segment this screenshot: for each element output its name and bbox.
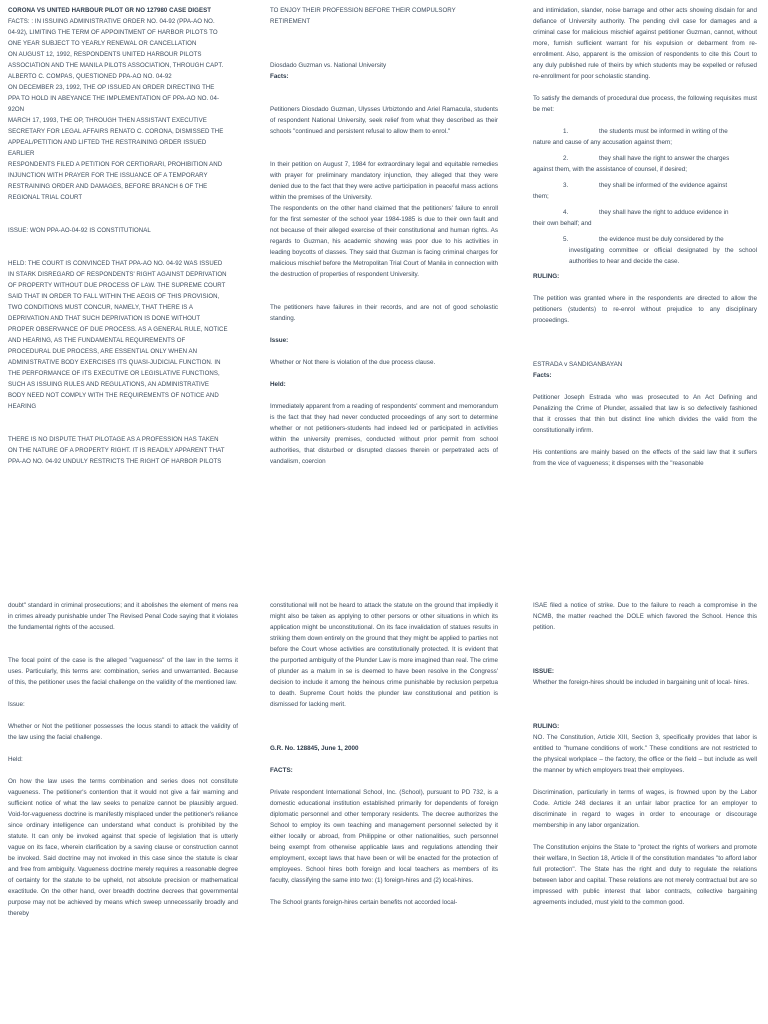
case-title-guzman: Diosdado Guzman vs. National University: [270, 62, 387, 69]
section-label: Issue:: [270, 337, 289, 344]
facts-line: FACTS: : IN ISSUING ADMINISTRATIVE ORDER NO. 04-92 (PPA-AO NO.: [8, 18, 215, 25]
requisite-number: 5.: [563, 236, 569, 243]
facts-line: APPEAL/PETITION AND LIFTED THE RESTRAINING ORDER ISSUED: [8, 139, 207, 146]
held-line: HEARING: [8, 403, 37, 410]
requisite-text: their own behalf; and: [533, 220, 592, 227]
paragraph: constitutional will not be heard to attack the statute on the ground that impliedly it might also be taken as applying to other persons or other situations in which its application might be unconstitutional. On its face invalidation of statues results in striking them down entirely on the ground that they might be applied to parties not before the Court whose activities are constitutionally protected. It is evident that the purported ambiguity of the Plunder Law is more imagined than real. The crime of plunder as a malum in se is deemed to have been resolve in the Congress' decision to include it among the heinous crime punishable by reclusion perpetua to death. Supreme Court holds the plunder law constitutional and petition is dismissed for lacking merit.: [270, 602, 498, 708]
held-line: SAID THAT IN ORDER TO FALL WITHIN THE AEGIS OF THIS PROVISION,: [8, 293, 220, 300]
column-2-bottom: [270, 600, 498, 908]
facts-line: ALBERTO C. COMPAS, QUESTIONED PPA-AO NO. 04-92: [8, 73, 172, 80]
facts-line: ON AUGUST 12, 1992, RESPONDENTS UNITED HARBOUR PILOTS: [8, 51, 202, 58]
requisite-text: investigating committee or official designated by the school authorities to hear and decide the case.: [569, 247, 757, 265]
facts-line: ONE YEAR SUBJECT TO YEARLY RENEWAL OR CANCELLATION: [8, 40, 197, 47]
held-line: HELD: THE COURT IS CONVINCED THAT PPA-AO NO. 04-92 WAS ISSUED: [8, 260, 223, 267]
section-label: RULING:: [533, 723, 560, 730]
paragraph: The focal point of the case is the alleged "vagueness" of the law in the terms it uses. Particularly, this terms are: combination, series and unwarranted. Because of this, the petitioner uses the facial challenge on the validity of the mentioned law.: [8, 657, 238, 686]
final-line: PPA-AO NO. 04-92 UNDULY RESTRICTS THE RIGHT OF HARBOR PILOTS: [8, 458, 222, 465]
held-line: ADMINISTRATIVE BODY EXERCISES ITS QUASI-JUDICIAL FUNCTION. IN: [8, 359, 221, 366]
requisite-item: [533, 207, 757, 229]
requisite-number: 2.: [563, 155, 569, 162]
section-label: Held:: [270, 381, 286, 388]
facts-line: REGIONAL TRIAL COURT: [8, 194, 83, 201]
facts-label: Facts:: [270, 73, 289, 80]
held-line: BODY NEED NOT COMPLY WITH THE REQUIREMENTS OF NOTICE AND: [8, 392, 219, 399]
held-line: IN STARK DISREGARD OF RESPONDENTS' RIGHT AGAINST DEPRIVATION: [8, 271, 227, 278]
paragraph: On how the law uses the terms combination and series does not constitute vagueness. The petitioner's contention that it would not give a fair warning and sufficient notice of what the law seeks to penalize cannot be plausibly argued. Void-for-vagueness doctrine is manifestly misplaced under the petitioner's reliance since ordinary intelligence can understand what conduct is prohibited by the statute. It can only be invoked against that specie of legislation that is utterly vague on its face, wherein clarification by a saving clause or construction cannot be invoked. Said doctrine may not invoked in this case since the statute is clear and free from ambiguity. Vagueness doctrine merely requires a reasonable degree of certainty for the statute to be upheld, not absolute precision or mathematical exactitude. On the other hand, over breadth doctrine decrees that governmental purpose may not be achieved by means which sweep unnecessarily broadly and thereby: [8, 778, 238, 917]
final-line: ON THE NATURE OF A PROPERTY RIGHT. IT IS READILY APPARENT THAT: [8, 447, 225, 454]
column-1-bottom: [8, 600, 238, 919]
facts-label: Facts:: [533, 372, 552, 379]
paragraph: His contentions are mainly based on the effects of the said law that it suffers from the vice of vagueness; it dispenses with the "reasonable: [533, 449, 757, 467]
held-line: THE PERFORMANCE OF ITS EXECUTIVE OR LEGISLATIVE FUNCTIONS,: [8, 370, 220, 377]
facts-line: 04-92), LIMITING THE TERM OF APPOINTMENT OF HARBOR PILOTS TO: [8, 29, 218, 36]
case-title-estrada: ESTRADA v SANDIGANBAYAN: [533, 361, 623, 368]
section-label: Held:: [8, 756, 23, 763]
paragraph: Petitioner Joseph Estrada who was prosecuted to An Act Defining and Penalizing the Crime of Plunder, assailed that law is so defectively fashioned that it crosses that thin but distinct line which divides the valid from the constitutionally infirm.: [533, 394, 757, 434]
paragraph: The petitioners have failures in their records, and are not of good scholastic standing.: [270, 304, 498, 322]
paragraph: Immediately apparent from a reading of respondents' comment and memorandum is the fact that they had never conducted proceedings of any sort to determine whether or not petitioners-students had indeed led or participated in activities within the university premises, conducted without prior permit from school authorities, that disturbed or disrupted classes therein or perpetrated acts of vandalism, coercion: [270, 403, 499, 465]
facts-line: RESTRAINING ORDER AND DAMAGES, BEFORE BRANCH 6 OF THE: [8, 183, 208, 190]
held-line: AND HEARING, AS THE FUNDAMENTAL REQUIREMENTS OF: [8, 337, 186, 344]
requisite-text: they shall be informed of the evidence against: [599, 182, 728, 189]
section-label: ISSUE:: [533, 668, 554, 675]
requisite-text: the students must be informed in writing of the: [599, 128, 728, 135]
requisite-text: they shall have the right to adduce evidence in: [599, 209, 729, 216]
paragraph: Whether or Not the petitioner possesses the locus standi to attack the validity of the law using the facial challenge.: [8, 723, 238, 741]
held-line: OF PROPERTY WITHOUT DUE PROCESS OF LAW. THE SUPREME COURT: [8, 282, 226, 289]
requisite-number: 1.: [563, 128, 569, 135]
requisite-text: against them, with the assistance of counsel, if desired;: [533, 166, 688, 173]
requisite-text: nature and cause of any accusation against them;: [533, 139, 672, 146]
facts-line: INJUNCTION WITH PRAYER FOR THE ISSUANCE OF A TEMPORARY: [8, 172, 208, 179]
issue-corona: ISSUE: WON PPA-AO-04-92 IS CONSTITUTIONAL: [8, 227, 151, 234]
gr-number: G.R. No. 128845, June 1, 2000: [270, 745, 359, 752]
requisite-item: [533, 126, 757, 148]
requisite-text: they shall have the right to answer the charges: [599, 155, 730, 162]
paragraph: In their petition on August 7, 1984 for extraordinary legal and equitable remedies with prayer for preliminary mandatory injunction, they alleged that they were denied due to the fact that they were active participation in peaceful mass actions within the premises of the University.: [270, 161, 498, 201]
paragraph: Whether the foreign-hires should be included in bargaining unit of local- hires.: [533, 679, 749, 686]
paragraph: and intimidation, slander, noise barrage and other acts showing disdain for and defiance of University authority. The pending civil case for damages and a criminal case for malicious mischief against petitioner Guzman, cannot, without more, furnish sufficient warrant for his expulsion or debarment from re-enrollment. Also, apparent is the omission of respondents to cite this Court to any duly published rule of theirs by which students may be expelled or refused re-enrollment for poor scholastic standing.: [533, 7, 757, 80]
paragraph: NO. The Constitution, Article XIII, Section 3, specifically provides that labor is entitled to "humane conditions of work." These conditions are not restricted to the physical workplace – the factory, the office or the field – but include as well the manner by which employers treat their employees.: [533, 734, 757, 774]
column-3-top: [533, 5, 757, 469]
section-label: Issue:: [8, 701, 25, 708]
held-line: PROPER OBSERVANCE OF DUE PROCESS. AS A GENERAL RULE, NOTICE: [8, 326, 228, 333]
paragraph: doubt" standard in criminal prosecutions; and it abolishes the element of mens rea in crimes already punishable under The Revised Penal Code saying that it violates the fundamental rights of the accused.: [8, 602, 238, 631]
column-2-top: [270, 5, 498, 467]
requisite-item: [533, 180, 757, 202]
requisite-item: [533, 234, 757, 267]
requisite-item: [533, 153, 757, 175]
paragraph: Private respondent International School, Inc. (School), pursuant to PD 732, is a domestic educational institution established primarily for dependents of foreign diplomatic personnel and other temporary residents. The decree authorizes the School to employ its own teaching and management personnel selected by it either locally or abroad, from Philippine or other nationalities, such personnel being exempt from otherwise applicable laws and regulations attending their employment, except laws that have been or will be enacted for the protection of employees. School hires both foreign and local teachers as members of its faculty, classifying the same into two: (1) foreign-hires and (2) local-hires.: [270, 789, 498, 884]
held-line: DEPRIVATION AND THAT SUCH DEPRIVATION IS DONE WITHOUT: [8, 315, 201, 322]
facts-line: ASSOCIATION AND THE MANILA PILOTS ASSOCIATION, THROUGH CAPT.: [8, 62, 224, 69]
case-title-corona: CORONA VS UNITED HARBOUR PILOT GR NO 127980 CASE DIGEST: [8, 7, 211, 14]
paragraph: Discrimination, particularly in terms of wages, is frowned upon by the Labor Code. Article 248 declares it an unfair labor practice for an employer to discriminate in regard to wages in order to encourage or discourage membership in any labor organization.: [533, 789, 757, 829]
facts-line: MARCH 17, 1993, THE OP, THROUGH THEN ASSISTANT EXECUTIVE: [8, 117, 207, 124]
continued-line: RETIREMENT: [270, 18, 311, 25]
paragraph: The petition was granted where in the respondents are directed to allow the petitioners (students) to re-enrol without prejudice to any disciplinary proceedings.: [533, 295, 757, 324]
facts-line: RESPONDENTS FILED A PETITION FOR CERTIORARI, PROHIBITION AND: [8, 161, 223, 168]
paragraph: Petitioners Diosdado Guzman, Ulysses Urbiztondo and Ariel Ramacula, students of respondent National University, seek relief from what they described as their schools "continued and persistent refusal to allow them to enrol.": [270, 106, 498, 135]
column-3-bottom: [533, 600, 757, 908]
requisite-text: the evidence must be duly considered by the: [599, 236, 724, 243]
requisite-number: 4.: [563, 209, 569, 216]
facts-line: SECRETARY FOR LEGAL AFFAIRS RENATO C. CORONA, DISMISSED THE: [8, 128, 224, 135]
paragraph: To satisfy the demands of procedural due process, the following requisites must be met:: [533, 95, 757, 113]
section-label: RULING:: [533, 273, 560, 280]
facts-line: ON DECEMBER 23, 1992, THE OP ISSUED AN ORDER DIRECTING THE: [8, 84, 215, 91]
continued-line: TO ENJOY THEIR PROFESSION BEFORE THEIR COMPULSORY: [270, 7, 456, 14]
paragraph: The Constitution enjoins the State to "protect the rights of workers and promote their welfare, In Section 18, Article II of the constitution mandates "to afford labor full protection". The State has the right and duty to regulate the relations between labor and capital. These relations are not merely contractual but are so impressed with public interest that labor contracts, collective bargaining agreements included, must yield to the common good.: [533, 844, 757, 906]
requisite-text: them;: [533, 193, 549, 200]
paragraph: Whether or Not there is violation of the due process clause.: [270, 359, 436, 366]
paragraph: ISAE filed a notice of strike. Due to the failure to reach a compromise in the NCMB, the matter reached the DOLE which favored the School. Hence this petition.: [533, 602, 757, 631]
paragraph: The School grants foreign-hires certain benefits not accorded local-: [270, 899, 458, 906]
facts-line: EARLIER: [8, 150, 35, 157]
column-1-top: [8, 5, 248, 467]
facts-line: 92ON: [8, 106, 25, 113]
held-line: PROCEDURAL DUE PROCESS, ARE ESSENTIAL ONLY WHEN AN: [8, 348, 198, 355]
held-line: TWO CONDITIONS MUST CONCUR, NAMELY, THAT THERE IS A: [8, 304, 193, 311]
held-line: SUCH AS ISSUING RULES AND REGULATIONS, AN ADMINISTRATIVE: [8, 381, 209, 388]
final-line: THERE IS NO DISPUTE THAT PILOTAGE AS A PROFESSION HAS TAKEN: [8, 436, 219, 443]
facts-label: FACTS:: [270, 767, 293, 774]
requisite-number: 3.: [563, 182, 569, 189]
paragraph: The respondents on the other hand claimed that the petitioners' failure to enroll for the first semester of the school year 1984-1985 is due to their own fault and not because of their alleged exercise of their constitutional and human rights. As regards to Guzman, his academic showing was poor due to his activities in leading boycotts of classes. They said that Guzman is facing criminal charges for malicious mischief before the Metropolitan Trial Court of Manila in connection with the destruction of properties of respondent University.: [270, 205, 498, 278]
facts-line: PPA TO HOLD IN ABEYANCE THE IMPLEMENTATION OF PPA-AO NO. 04-: [8, 95, 220, 102]
